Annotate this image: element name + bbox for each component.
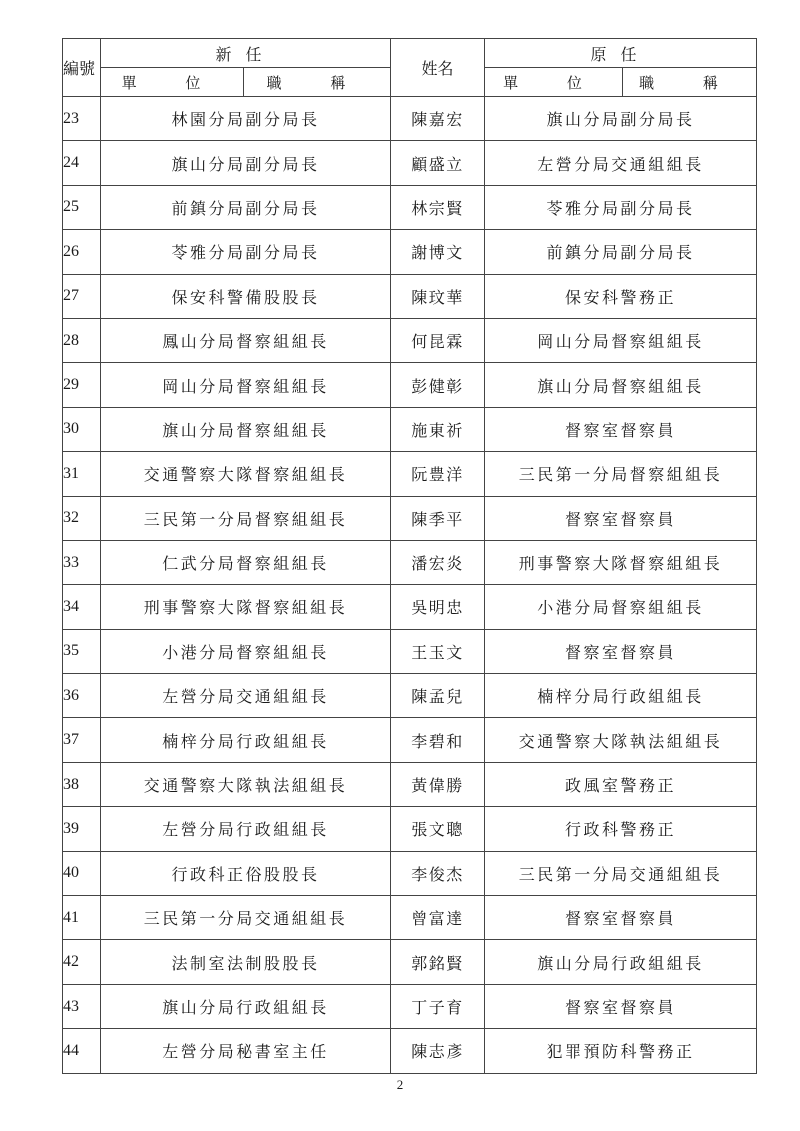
row-number: 44 xyxy=(63,1029,101,1073)
person-name: 陳孟兒 xyxy=(391,674,485,718)
row-number: 43 xyxy=(63,984,101,1028)
original-post: 保安科警務正 xyxy=(485,274,757,318)
new-post: 小港分局督察組組長 xyxy=(101,629,391,673)
row-number: 40 xyxy=(63,851,101,895)
row-number: 34 xyxy=(63,585,101,629)
row-number: 26 xyxy=(63,230,101,274)
original-post: 督察室督察員 xyxy=(485,984,757,1028)
row-number: 30 xyxy=(63,407,101,451)
person-name: 顧盛立 xyxy=(391,141,485,185)
original-post: 交通警察大隊執法組組長 xyxy=(485,718,757,762)
original-post: 旗山分局副分局長 xyxy=(485,97,757,141)
header-name: 姓名 xyxy=(391,39,485,97)
page-number: 2 xyxy=(396,1077,404,1092)
table-row xyxy=(63,984,757,1028)
table-row xyxy=(63,141,757,185)
person-name: 吳明忠 xyxy=(391,585,485,629)
new-post: 三民第一分局交通組組長 xyxy=(101,896,391,940)
original-post: 小港分局督察組組長 xyxy=(485,585,757,629)
row-number: 38 xyxy=(63,762,101,806)
table-row xyxy=(63,452,757,496)
row-number: 37 xyxy=(63,718,101,762)
person-name: 李俊杰 xyxy=(391,851,485,895)
new-post: 仁武分局督察組組長 xyxy=(101,540,391,584)
original-post: 苓雅分局副分局長 xyxy=(485,185,757,229)
new-post: 法制室法制股股長 xyxy=(101,940,391,984)
original-post: 犯罪預防科警務正 xyxy=(485,1029,757,1073)
new-post: 岡山分局督察組組長 xyxy=(101,363,391,407)
table-row xyxy=(63,540,757,584)
new-post: 交通警察大隊執法組組長 xyxy=(101,762,391,806)
person-name: 郭銘賢 xyxy=(391,940,485,984)
person-name: 黃偉勝 xyxy=(391,762,485,806)
original-post: 前鎮分局副分局長 xyxy=(485,230,757,274)
person-name: 陳嘉宏 xyxy=(391,97,485,141)
person-name: 施東祈 xyxy=(391,407,485,451)
table-row xyxy=(63,230,757,274)
table-row xyxy=(63,1029,757,1073)
original-post: 旗山分局行政組組長 xyxy=(485,940,757,984)
row-number: 29 xyxy=(63,363,101,407)
table-row xyxy=(63,185,757,229)
new-post: 行政科正俗股股長 xyxy=(101,851,391,895)
table-row xyxy=(63,896,757,940)
person-name: 潘宏炎 xyxy=(391,540,485,584)
header-original-post: 原任 xyxy=(485,39,757,68)
row-number: 41 xyxy=(63,896,101,940)
person-name: 李碧和 xyxy=(391,718,485,762)
table-row xyxy=(63,718,757,762)
new-post: 左營分局交通組組長 xyxy=(101,674,391,718)
person-name: 謝博文 xyxy=(391,230,485,274)
table-row xyxy=(63,940,757,984)
person-name: 阮豊洋 xyxy=(391,452,485,496)
header-original-title: 職 稱 xyxy=(623,68,757,97)
table-row xyxy=(63,674,757,718)
new-post: 交通警察大隊督察組組長 xyxy=(101,452,391,496)
original-post: 岡山分局督察組組長 xyxy=(485,318,757,362)
original-post: 三民第一分局督察組組長 xyxy=(485,452,757,496)
table-row xyxy=(63,762,757,806)
table-row xyxy=(63,629,757,673)
original-post: 刑事警察大隊督察組組長 xyxy=(485,540,757,584)
header-number: 編號 xyxy=(63,39,101,97)
table-row xyxy=(63,97,757,141)
table-row xyxy=(63,407,757,451)
header-new-post: 新任 xyxy=(101,39,391,68)
new-post: 旗山分局督察組組長 xyxy=(101,407,391,451)
new-post: 鳳山分局督察組組長 xyxy=(101,318,391,362)
new-post: 左營分局秘書室主任 xyxy=(101,1029,391,1073)
row-number: 42 xyxy=(63,940,101,984)
table-row xyxy=(63,496,757,540)
new-post: 楠梓分局行政組組長 xyxy=(101,718,391,762)
original-post: 楠梓分局行政組組長 xyxy=(485,674,757,718)
row-number: 35 xyxy=(63,629,101,673)
row-number: 25 xyxy=(63,185,101,229)
header-new-title: 職 稱 xyxy=(244,68,391,97)
original-post: 左營分局交通組組長 xyxy=(485,141,757,185)
person-name: 王玉文 xyxy=(391,629,485,673)
table-row xyxy=(63,807,757,851)
original-post: 行政科警務正 xyxy=(485,807,757,851)
person-name: 彭健彰 xyxy=(391,363,485,407)
new-post: 旗山分局行政組組長 xyxy=(101,984,391,1028)
row-number: 23 xyxy=(63,97,101,141)
original-post: 旗山分局督察組組長 xyxy=(485,363,757,407)
table-row xyxy=(63,318,757,362)
new-post: 左營分局行政組組長 xyxy=(101,807,391,851)
new-post: 保安科警備股股長 xyxy=(101,274,391,318)
person-name: 丁子育 xyxy=(391,984,485,1028)
header-original-unit: 單 位 xyxy=(485,68,623,97)
new-post: 刑事警察大隊督察組組長 xyxy=(101,585,391,629)
header-new-unit: 單 位 xyxy=(101,68,244,97)
person-name: 陳志彥 xyxy=(391,1029,485,1073)
row-number: 39 xyxy=(63,807,101,851)
person-name: 何昆霖 xyxy=(391,318,485,362)
row-number: 27 xyxy=(63,274,101,318)
table-row xyxy=(63,851,757,895)
table-row xyxy=(63,585,757,629)
original-post: 政風室警務正 xyxy=(485,762,757,806)
new-post: 林園分局副分局長 xyxy=(101,97,391,141)
new-post: 三民第一分局督察組組長 xyxy=(101,496,391,540)
row-number: 36 xyxy=(63,674,101,718)
personnel-transfer-table xyxy=(62,38,757,1074)
table-row xyxy=(63,274,757,318)
new-post: 苓雅分局副分局長 xyxy=(101,230,391,274)
header-row-top xyxy=(63,39,757,68)
row-number: 24 xyxy=(63,141,101,185)
person-name: 張文聰 xyxy=(391,807,485,851)
row-number: 31 xyxy=(63,452,101,496)
person-name: 林宗賢 xyxy=(391,185,485,229)
row-number: 32 xyxy=(63,496,101,540)
person-name: 曾富達 xyxy=(391,896,485,940)
original-post: 督察室督察員 xyxy=(485,896,757,940)
table-row xyxy=(63,363,757,407)
original-post: 督察室督察員 xyxy=(485,407,757,451)
table-body xyxy=(63,97,757,1074)
person-name: 陳玟華 xyxy=(391,274,485,318)
row-number: 28 xyxy=(63,318,101,362)
person-name: 陳季平 xyxy=(391,496,485,540)
original-post: 三民第一分局交通組組長 xyxy=(485,851,757,895)
original-post: 督察室督察員 xyxy=(485,629,757,673)
new-post: 旗山分局副分局長 xyxy=(101,141,391,185)
row-number: 33 xyxy=(63,540,101,584)
new-post: 前鎮分局副分局長 xyxy=(101,185,391,229)
original-post: 督察室督察員 xyxy=(485,496,757,540)
